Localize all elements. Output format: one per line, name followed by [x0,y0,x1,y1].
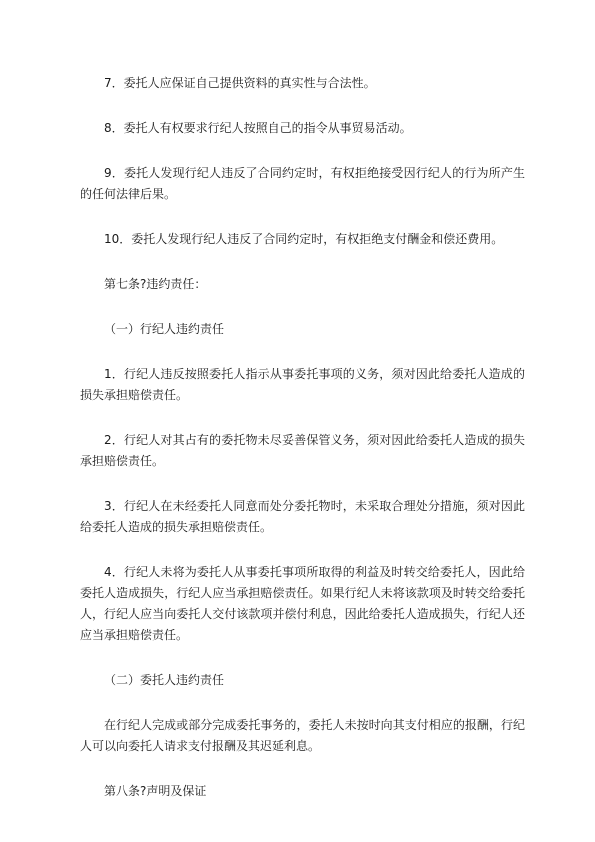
broker-liability-item-2: 2．行纪人对其占有的委托物未尽妥善保管义务，须对因此给委托人造成的损失承担赔偿责任。 [80,433,525,468]
clause-10-client-refuse-payment: 10．委托人发现行纪人违反了合同约定时，有权拒绝支付酬金和偿还费用。 [104,232,504,246]
clause-9-client-reject-consequences: 9．委托人发现行纪人违反了合同约定时，有权拒绝接受因行纪人的行为所产生的任何法律后果。 [80,166,525,201]
article-8-heading: 第八条?声明及保证 [104,784,207,798]
section-broker-liability-heading: （一）行纪人违约责任 [104,322,225,336]
article-7-heading: 第七条?违约责任： [104,277,207,291]
broker-liability-item-4: 4．行纪人未将为委托人从事委托事项所取得的利益及时转交给委托人，因此给委托人造成损失，行纪人应当承担赔偿责任。如果行纪人未将该款项及时转交给委托人，行纪人应当向委托人交付该款项并偿付利息，因此给委托人造成损失，行纪人还应当承担赔偿责任。 [80,565,525,642]
broker-liability-item-3: 3．行纪人在未经委托人同意而处分委托物时，未采取合理处分措施，须对因此给委托人造成的损失承担赔偿责任。 [80,499,525,534]
client-liability-paragraph: 在行纪人完成或部分完成委托事务的，委托人未按时向其支付相应的报酬，行纪人可以向委托人请求支付报酬及其迟延利息。 [80,718,525,753]
clause-7-client-data-authenticity: 7．委托人应保证自己提供资料的真实性与合法性。 [104,76,376,90]
clause-8-client-instruct-right: 8．委托人有权要求行纪人按照自己的指令从事贸易活动。 [104,121,412,135]
section-client-liability-heading: （二）委托人违约责任 [104,673,225,687]
broker-liability-item-1: 1．行纪人违反按照委托人指示从事委托事项的义务，须对因此给委托人造成的损失承担赔偿责任。 [80,367,525,402]
